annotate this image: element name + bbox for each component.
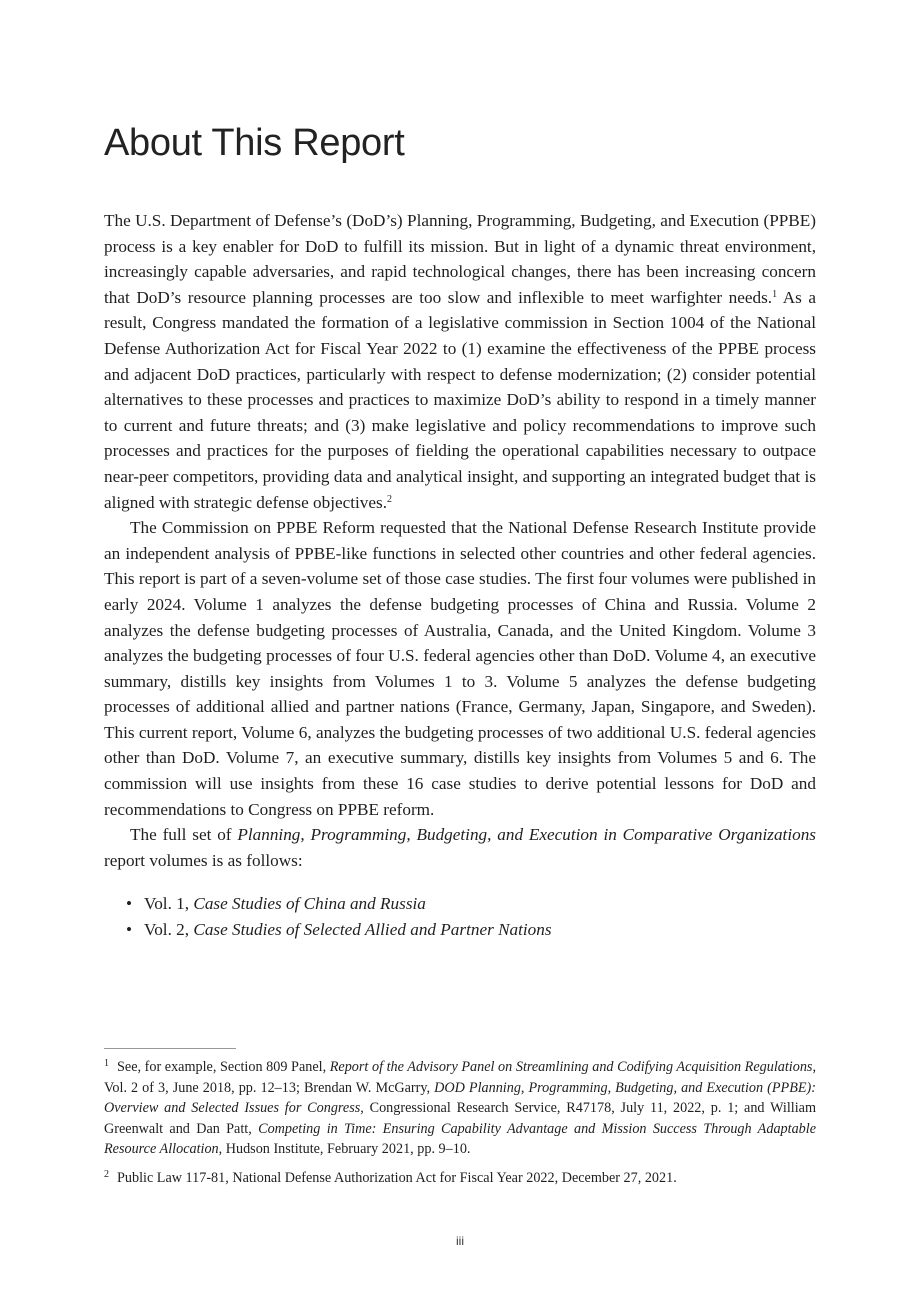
footnotes: [104, 1057, 816, 1197]
volume-prefix: Vol. 2,: [144, 920, 194, 940]
series-title: Planning, Programming, Budgeting, and Execution in Comparative Organizations: [237, 825, 816, 845]
footnote-divider: [104, 1048, 236, 1049]
footnote-text: , Vol. 2 of 3, June 2018, pp. 12–13; Brendan W. McGarry,: [104, 1059, 816, 1096]
footnote-2: [104, 1168, 816, 1189]
list-item: [104, 891, 816, 917]
footnote-text: , Congressional Research Service, R47178, July 11, 2022, p. 1; and William Greenwalt and Dan Patt,: [104, 1100, 816, 1137]
paragraph-2: The Commission on PPBE Reform requested that the National Defense Research Institute provide an independent analysis of PPBE-like functions in selected other countries and other federal agencies. This report is part of a seven-volume set of those case studies. The first four volumes were published in early 2024. Volume 1 analyzes the defense budgeting processes of China and Russia. Volume 2 analyzes the defense budgeting processes of Australia, Canada, and the United Kingdom. Volume 3 analyzes the budgeting processes of four U.S. federal agencies other than DoD. Volume 4, an executive summary, distills key insights from Volumes 1 to 3. Volume 5 analyzes the defense budgeting processes of additional allied and partner nations (France, Germany, Japan, Singapore, and Sweden). This current report, Volume 6, analyzes the budgeting processes of two additional U.S. federal agencies other than DoD. Volume 7, an executive summary, distills key insights from Volumes 5 and 6. The commission will use insights from these 16 case studies to derive potential lessons for DoD and recommendations to Congress on PPBE reform.: [104, 518, 816, 819]
bullet-icon: •: [126, 894, 133, 914]
footnote-1: [104, 1057, 816, 1160]
volume-list: [104, 891, 816, 942]
footnote-text: See, for example, Section 809 Panel,: [117, 1059, 330, 1075]
page-title: About This Report: [104, 122, 405, 164]
footnote-text: Public Law 117-81, National Defense Authorization Act for Fiscal Year 2022, December 27, 2021.: [117, 1169, 677, 1186]
bullet-icon: •: [126, 920, 133, 940]
footnote-mark: 1: [104, 1058, 109, 1069]
report-body: [104, 208, 816, 943]
footnote-text: , Hudson Institute, February 2021, pp. 9–10.: [218, 1141, 471, 1158]
footnote-ref-1[interactable]: 1: [772, 288, 778, 300]
paragraph-1-part-b: As a result, Congress mandated the formation of a legislative commission in Section 1004 of the National Defense Authorization Act for Fiscal Year 2022 to (1) examine the effectiveness of the PPBE process and adjacent DoD practices, particularly with respect to defense modernization; (2) consider potential alternatives to these processes and practices to maximize DoD’s ability to respond in a timely manner to current and future threats; and (3) make legislative and policy recommendations to improve such processes and practices for the purposes of fielding the operational capabilities necessary to outpace near-peer competitors, providing data and analytical insight, and supporting an integrated budget that is aligned with strategic defense objectives.: [104, 287, 817, 512]
footnote-citation-title: DOD Planning, Programming, Budgeting, and Execution (PPBE): Overview and Selected Issues for Congress: [104, 1079, 817, 1117]
footnote-citation-title: Report of the Advisory Panel on Streamlining and Codifying Acquisition Regulations: [329, 1059, 813, 1075]
footnote-citation-title: Competing in Time: Ensuring Capability Advantage and Mission Success Through Adaptable Resource Allocation: [104, 1120, 816, 1158]
paragraph-1: [104, 208, 816, 515]
page-number: iii: [456, 1234, 464, 1248]
paragraph-1-part-a: The U.S. Department of Defense’s (DoD’s) Planning, Programming, Budgeting, and Execution (PPBE) process is a key enabler for DoD to fulfill its mission. But in light of a dynamic threat environment, increasingly capable adversaries, and rapid technological changes, there has been increasing concern that DoD’s resource planning processes are too slow and inflexible to meet warfighter needs.: [104, 211, 816, 307]
paragraph-3-part-a: The full set of: [130, 825, 238, 845]
volume-prefix: Vol. 1,: [144, 894, 194, 914]
volume-title: Case Studies of Selected Allied and Partner Nations: [193, 920, 552, 940]
volume-title: Case Studies of China and Russia: [193, 894, 426, 914]
paragraph-3-part-b: report volumes is as follows:: [104, 850, 303, 870]
footnote-ref-2[interactable]: 2: [387, 493, 393, 505]
paragraph-3: [104, 822, 816, 873]
list-item: [104, 917, 816, 943]
footnote-mark: 2: [104, 1168, 109, 1180]
